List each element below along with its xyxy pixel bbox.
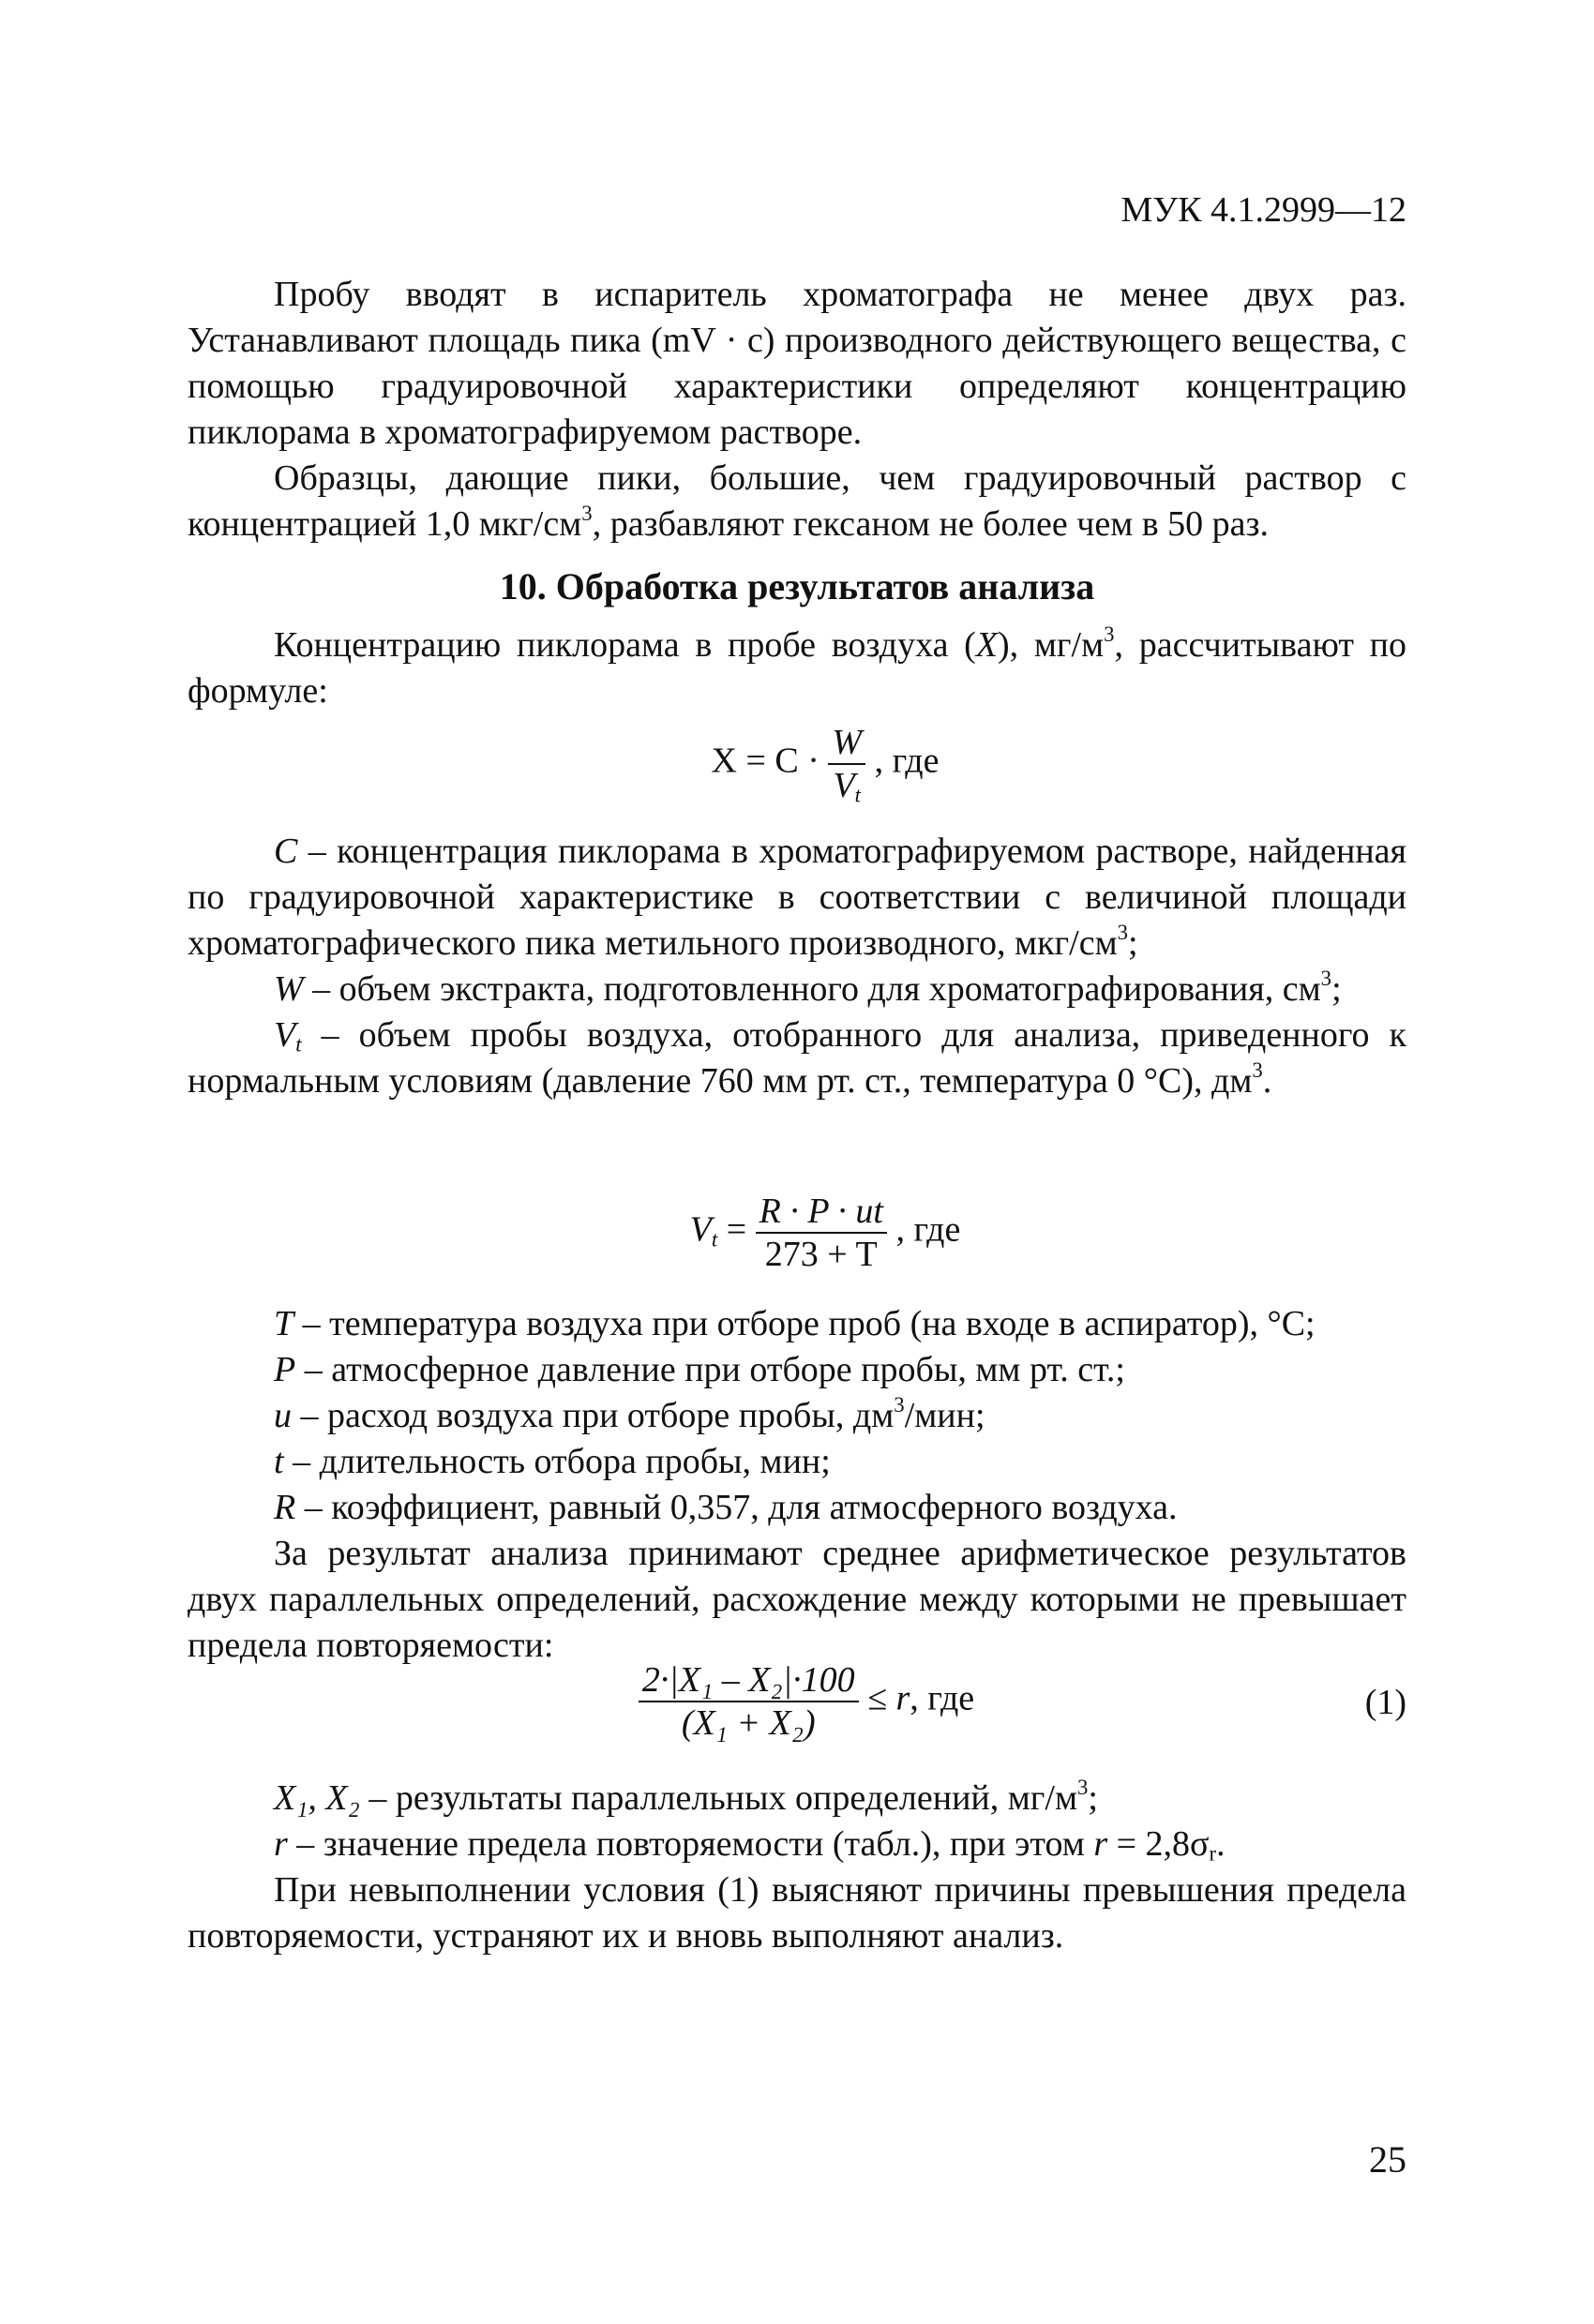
definitions-block-2 — [188, 1301, 1406, 1669]
definition-t: t – длительность отбора пробы, мин; — [274, 1442, 831, 1481]
paragraph-result: За результат анализа принимают среднее арифметическое результатов двух параллельных определений, расхождение между которыми не превышает предела повторяемости: — [188, 1534, 1406, 1665]
fraction-numerator: 2·|X₁ – X₂|·100 — [639, 1659, 859, 1702]
equation-number: (1) — [1364, 1683, 1406, 1722]
fraction-denominator: (X₁ + X₂) — [681, 1703, 816, 1743]
formula-volume: $V_t$ = $\frac{R \cdot P \cdot ut}{273 + T}$ , где — [689, 1192, 961, 1274]
paragraph-text: Пробу вводят в испаритель хроматографа не менее двух раз. Устанавливают площадь пика (mV · с) производного действующего вещества, с помощью градуировочной характеристики определяют концентрацию пиклорама в хроматографируемом растворе. — [188, 275, 1406, 452]
paragraph-concentration-intro — [188, 622, 1406, 714]
formula-lhs: X = C · — [711, 741, 820, 781]
fraction — [828, 722, 865, 806]
fraction — [756, 1191, 887, 1275]
formula-concentration: X = C · $\frac{W}{V_t}$ , где — [711, 723, 940, 807]
definition-X: X₁, X₂ – результаты параллельных определений, $мг/м^3$; — [274, 1776, 1098, 1818]
section-heading: 10. Обработка результатов анализа — [499, 565, 1095, 607]
fraction-numerator: R · P · ut — [756, 1191, 887, 1234]
definition-P: P – атмосферное давление при отборе пробы, мм рт. ст.; — [274, 1350, 1125, 1389]
definition-C: C – концентрация пиклорама в хроматографируемом растворе, найденная по градуировочной характеристике в соответствии с величиной площади хроматографического пика метильного производного, мкг/$см^3$; — [188, 832, 1406, 963]
fraction-numerator: W — [828, 722, 865, 765]
fraction-denominator: $V_t$ — [833, 766, 862, 807]
formula-lhs: V — [689, 1209, 712, 1250]
paragraph-failure-action: При невыполнении условия (1) выясняют причины превышения предела повторяемости, устраняют их и вновь выполняют анализ. — [188, 1870, 1406, 1956]
fraction — [639, 1659, 859, 1744]
paragraph-sample-injection — [188, 272, 1406, 456]
page-number: 25 — [1369, 2138, 1406, 2181]
paragraph-dilution — [188, 456, 1406, 547]
definitions-block-3 — [188, 1776, 1406, 1959]
paragraph-text: Образцы, дающие пики, большие, чем градуировочный раствор с концентрацией 1,0 мкг/$см^3$, разбавляют гексаном не более чем в 50 раз. — [188, 458, 1406, 544]
definition-R: R – коэффициент, равный 0,357, для атмосферного воздуха. — [274, 1488, 1178, 1527]
fraction-denominator: 273 + T — [764, 1235, 878, 1274]
definition-r: r – значение предела повторяемости (табл.), при этом $r = 2,8\sigma_r$. — [274, 1824, 1226, 1866]
definition-T: T – температура воздуха при отборе проб (на входе в аспиратор), °С; — [274, 1304, 1316, 1343]
definitions-block-1 — [188, 829, 1406, 1104]
paragraph-text: Концентрацию пиклорама в пробе воздуха (X), $мг/м^3$, рассчитывают по формуле: — [188, 622, 1406, 711]
definition-u: u – расход воздуха при отборе пробы, $дм^3$/мин; — [274, 1393, 985, 1435]
document-code-header: МУК 4.1.2999—12 — [1120, 190, 1406, 230]
formula-repeatability: $\frac{\text{2·|X₁ – X₂|·100}}{\text{(X₁ + X₂)}}$ ≤ r, где (1) — [188, 1659, 1406, 1744]
definition-W: W – объем экстракта, подготовленного для хроматографирования, $см^3$; — [274, 967, 1342, 1009]
definition-Vt: $V_t$ – объем пробы воздуха, отобранного для анализа, приведенного к нормальным условиям (давление 760 мм рт. ст., температура 0 °С), $дм^3$. — [188, 1015, 1406, 1101]
